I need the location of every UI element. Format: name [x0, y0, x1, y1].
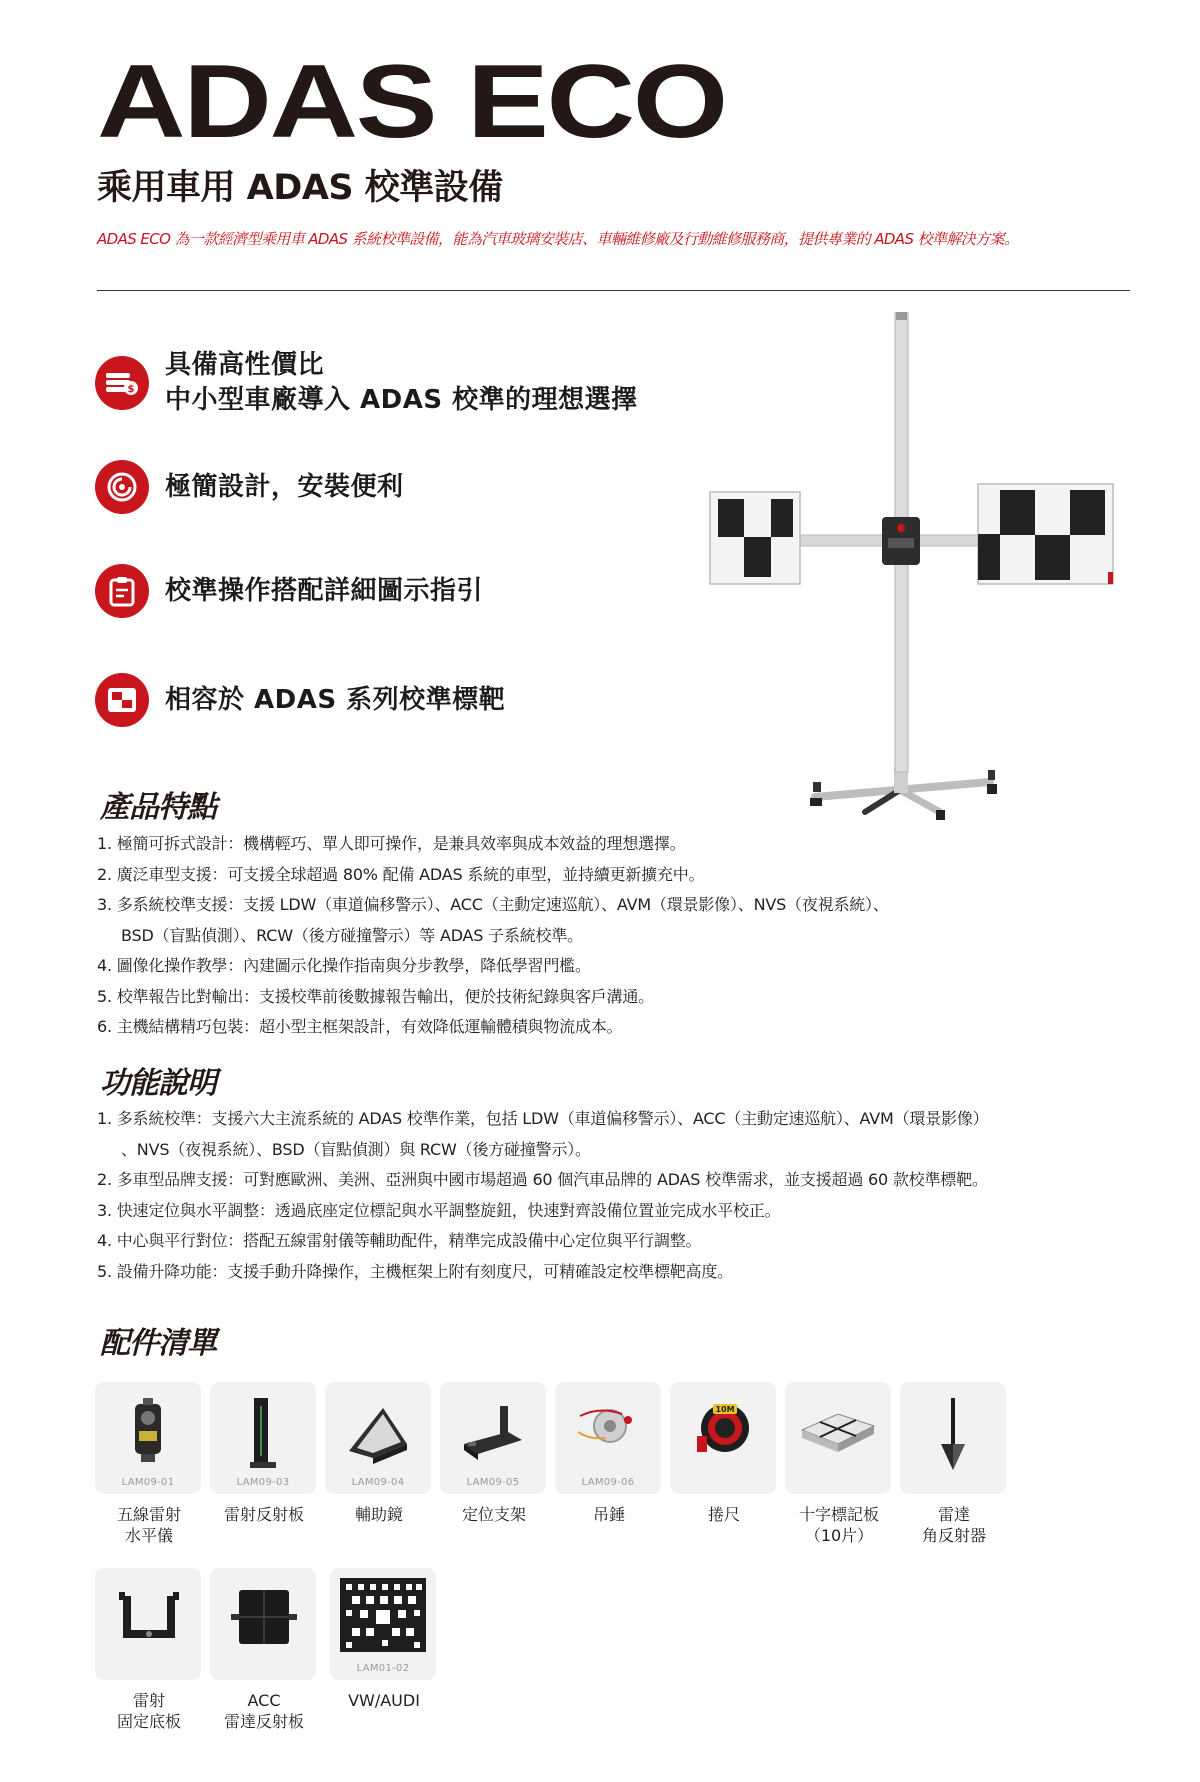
accessory-code: LAM09-01 [121, 1477, 175, 1488]
money-icon [95, 356, 149, 410]
functions-list [97, 1104, 988, 1287]
list-item: 5. 校準報告比對輸出：支援校準前後數據報告輸出，便於技術紀錄與客戶溝通。 [97, 986, 654, 1006]
acc-radar-reflector-icon [223, 1582, 303, 1652]
accessory-item [95, 1568, 203, 1732]
section-title-accessories: 配件清單 [100, 1326, 216, 1361]
feature-line: 極簡設計，安裝便利 [165, 471, 404, 502]
product-features-list [97, 829, 889, 1043]
accessory-item [95, 1382, 203, 1546]
feature-line: 具備高性價比 [165, 350, 325, 380]
accessory-item [785, 1382, 893, 1546]
list-item: 2. 多車型品牌支援：可對應歐洲、美洲、亞洲與中國市場超過 60 個汽車品牌的 ADAS 校準需求，並支援超過 60 款校準標靶。 [97, 1170, 988, 1189]
page-title: ADAS ECO [97, 44, 726, 160]
laser-base-plate-icon [109, 1582, 187, 1648]
laser-reflector-icon [238, 1396, 288, 1472]
accessory-item [440, 1382, 548, 1525]
svg-text:$: $ [127, 384, 135, 395]
accessory-item [900, 1382, 1008, 1546]
adas-calibration-frame-image [700, 312, 1130, 847]
accessory-item [670, 1382, 778, 1525]
feature-item [95, 673, 505, 727]
laser-level-icon [123, 1396, 173, 1466]
feature-line: 中小型車廠導入 ADAS 校準的理想選擇 [165, 385, 638, 415]
list-item: 3. 快速定位與水平調整：透過底座定位標記與水平調整旋鈕，快速對齊設備位置並完成水平校正。 [97, 1200, 781, 1220]
list-item: 3. 多系統校準支援：支援 LDW（車道偏移警示）、ACC（主動定速巡航）、AVM（環景影像）、NVS（夜視系統）、 [97, 895, 889, 914]
swirl-icon [95, 460, 149, 514]
feature-item [95, 348, 638, 418]
cross-mark-board-icon [798, 1396, 878, 1458]
accessory-name: 雷射 固定底板 [116, 1691, 181, 1731]
list-item: 、NVS（夜視系統）、BSD（盲點偵測）與 RCW（後方碰撞警示）。 [121, 1139, 591, 1159]
radar-corner-reflector-icon [933, 1396, 973, 1476]
accessory-name: 十字標記板 （10片） [798, 1505, 879, 1545]
tape-label: 10M [715, 1405, 735, 1414]
accessory-item [555, 1382, 663, 1525]
accessory-name: 雷達 角反射器 [921, 1505, 986, 1545]
accessory-code: LAM01-02 [356, 1663, 410, 1674]
clipboard-icon [95, 564, 149, 618]
accessory-code: LAM09-05 [466, 1477, 520, 1488]
list-item: 1. 多系統校準：支援六大主流系統的 ADAS 校準作業，包括 LDW（車道偏移警示）、ACC（主動定速巡航）、AVM（環景影像） [97, 1109, 989, 1128]
accessory-item [210, 1568, 318, 1732]
mirror-icon [343, 1396, 413, 1466]
accessory-code: LAM09-06 [581, 1477, 635, 1488]
accessory-name: 定位支架 [461, 1505, 526, 1524]
list-item: 4. 中心與平行對位：搭配五線雷射儀等輔助配件，精準完成設備中心定位與平行調整。 [97, 1231, 702, 1250]
checker-target-icon [95, 673, 149, 727]
divider [97, 290, 1130, 291]
feature-line: 校準操作搭配詳細圖示指引 [165, 575, 484, 606]
list-item: BSD（盲點偵測）、RCW（後方碰撞警示）等 ADAS 子系統校準。 [121, 925, 583, 945]
feature-item [95, 460, 404, 514]
list-item: 5. 設備升降功能：支援手動升降操作，主機框架上附有刻度尺，可精確設定校準標靶高度。 [97, 1261, 733, 1281]
accessory-name: 捲尺 [707, 1505, 740, 1524]
accessory-name: ACC 雷達反射板 [223, 1691, 304, 1731]
list-item: 6. 主機結構精巧包裝：超小型主框架設計，有效降低運輸體積與物流成本。 [97, 1017, 623, 1036]
accessory-code: LAM09-03 [236, 1477, 290, 1488]
positioning-bracket-icon [458, 1396, 528, 1466]
feature-item [95, 564, 483, 618]
list-item: 4. 圖像化操作教學：內建圖示化操作指南與分步教學，降低學習門檻。 [97, 956, 591, 975]
feature-line: 相容於 ADAS 系列校準標靶 [165, 684, 506, 715]
accessory-code: LAM09-04 [351, 1477, 405, 1488]
accessory-name: 五線雷射 水平儀 [116, 1505, 181, 1545]
accessory-item [330, 1568, 438, 1711]
page-subtitle: 乘用車用 ADAS 校準設備 [97, 168, 503, 208]
section-title-functions: 功能說明 [100, 1066, 216, 1101]
list-item: 1. 極簡可拆式設計：機構輕巧、單人即可操作，是兼具效率與成本效益的理想選擇。 [97, 834, 686, 853]
list-item: 2. 廣泛車型支援：可支援全球超過 80% 配備 ADAS 系統的車型，並持續更新擴充中。 [97, 864, 705, 884]
plumb-bob-icon [570, 1396, 646, 1456]
tape-measure-icon [693, 1396, 753, 1462]
accessory-name: VW/AUDI [348, 1691, 420, 1710]
accessory-name: 雷射反射板 [223, 1505, 304, 1524]
accessory-name: 吊錘 [592, 1505, 625, 1524]
accessory-item [325, 1382, 433, 1525]
accessory-name: 輔助鏡 [354, 1505, 403, 1524]
vw-audi-target-icon [336, 1576, 430, 1654]
section-title-product-features: 產品特點 [100, 790, 216, 825]
accessory-item [210, 1382, 318, 1525]
intro-text: ADAS ECO 為一款經濟型乘用車 ADAS 系統校準設備，能為汽車玻璃安裝店、車輛維修廠及行動維修服務商，提供專業的 ADAS 校準解決方案。 [97, 230, 1019, 248]
